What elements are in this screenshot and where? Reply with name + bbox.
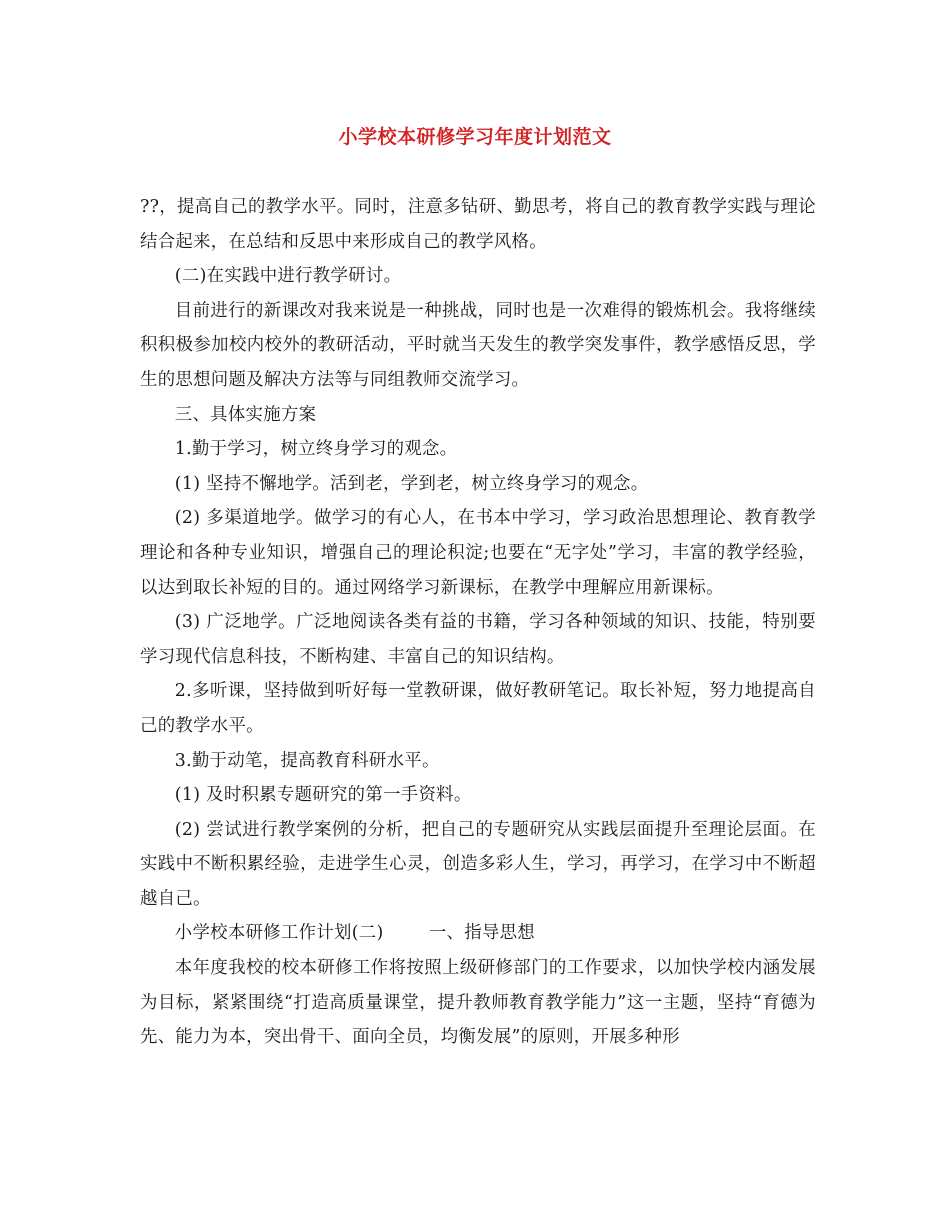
paragraph-10: 3.勤于动笔，提高教育科研水平。 [174, 750, 440, 771]
paragraph-2: (二)在实践中进行教学研讨。 [174, 266, 402, 287]
paragraph-11: (1) 及时积累专题研究的第一手资料。 [174, 785, 472, 806]
document-body [140, 190, 816, 1055]
paragraph-8: (3) 广泛地学。广泛地阅读各类有益的书籍，学习各种领域的知识、技能，特别要学习现代信息科技，不断构建、丰富自己的知识结构。 [140, 612, 816, 667]
paragraph-1: ??，提高自己的教学水平。同时，注意多钻研、勤思考，将自己的教育教学实践与理论结合起来，在总结和反思中来形成自己的教学风格。 [140, 197, 816, 252]
paragraph-13: 本年度我校的校本研修工作将按照上级研修部门的工作要求，以加快学校内涵发展为目标，紧紧围绕“打造高质量课堂，提升教师教育教学能力”这一主题，坚持“育德为先、能力为本，突出骨干、面向全员，均衡发展”的原则，开展多种形 [140, 958, 816, 1048]
paragraph-9: 2.多听课，坚持做到听好每一堂教研课，做好教研笔记。取长补短，努力地提高自己的教学水平。 [140, 681, 816, 736]
section-heading-title: 小学校本研修工作计划(二) [174, 923, 384, 944]
paragraph-3: 目前进行的新课改对我来说是一种挑战，同时也是一次难得的锻炼机会。我将继续积积极参加校内校外的教研活动，平时就当天发生的教学突发事件，教学感悟反思，学生的思想问题及解决方法等与同组教师交流学习。 [140, 300, 816, 390]
section-heading-subtitle: 一、指导思想 [428, 923, 535, 944]
document-title: 小学校本研修学习年度计划范文 [338, 126, 612, 148]
paragraph-4: 三、具体实施方案 [174, 404, 317, 425]
paragraph-5: 1.勤于学习，树立终身学习的观念。 [174, 439, 458, 460]
paragraph-7: (2) 多渠道地学。做学习的有心人，在书本中学习，学习政治思想理论、教育教学理论和各种专业知识，增强自己的理论积淀;也要在“无字处”学习，丰富的教学经验，以达到取长补短的目的。通过网络学习新课标，在教学中理解应用新课标。 [140, 508, 816, 598]
paragraph-12: (2) 尝试进行教学案例的分析，把自己的专题研究从实践层面提升至理论层面。在实践中不断积累经验，走进学生心灵，创造多彩人生，学习，再学习，在学习中不断超越自己。 [140, 819, 816, 909]
section-heading [140, 916, 816, 951]
paragraph-6: (1) 坚持不懈地学。活到老，学到老，树立终身学习的观念。 [174, 473, 649, 494]
